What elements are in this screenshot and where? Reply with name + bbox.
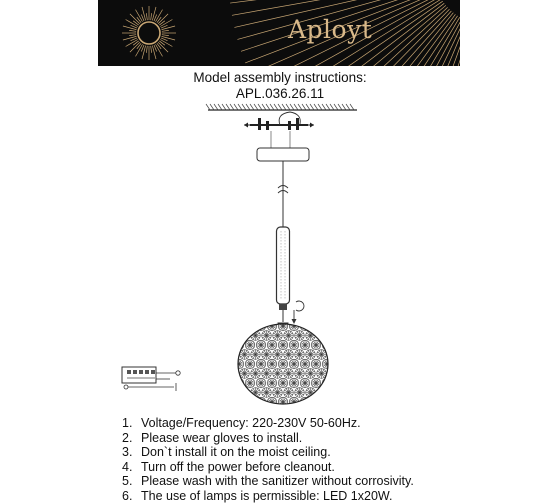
mounting-bracket-icon: [244, 112, 314, 148]
assembly-drawing: [0, 100, 560, 412]
list-item: 5. Please wash with the sanitizer without corrosivity.: [122, 474, 414, 489]
list-item: 6. The use of lamps is permissible: LED 1x20W.: [122, 488, 393, 503]
ceiling-icon: [206, 104, 357, 110]
globe-shade-icon: [223, 321, 348, 407]
brand-banner: [98, 0, 460, 66]
model-number: APL.036.26.11: [235, 86, 325, 101]
sunburst-decoration: [98, 0, 460, 66]
brand-logo-text: Aployt: [288, 15, 373, 44]
list-item: 2. Please wear gloves to install.: [122, 430, 303, 445]
terminal-block-icon: [122, 367, 180, 391]
canopy-icon: [257, 148, 309, 215]
document-title: Model assembly instructions:: [193, 70, 367, 85]
list-item: 4. Turn off the power before cleanout.: [122, 459, 335, 474]
list-item: 3. Don`t install it on the moist ceiling.: [122, 445, 331, 460]
suspension-rod-icon: [277, 215, 305, 329]
instructions-list: [122, 416, 414, 504]
list-item: 1. Voltage/Frequency: 220-230V 50-60Hz.: [122, 416, 361, 430]
